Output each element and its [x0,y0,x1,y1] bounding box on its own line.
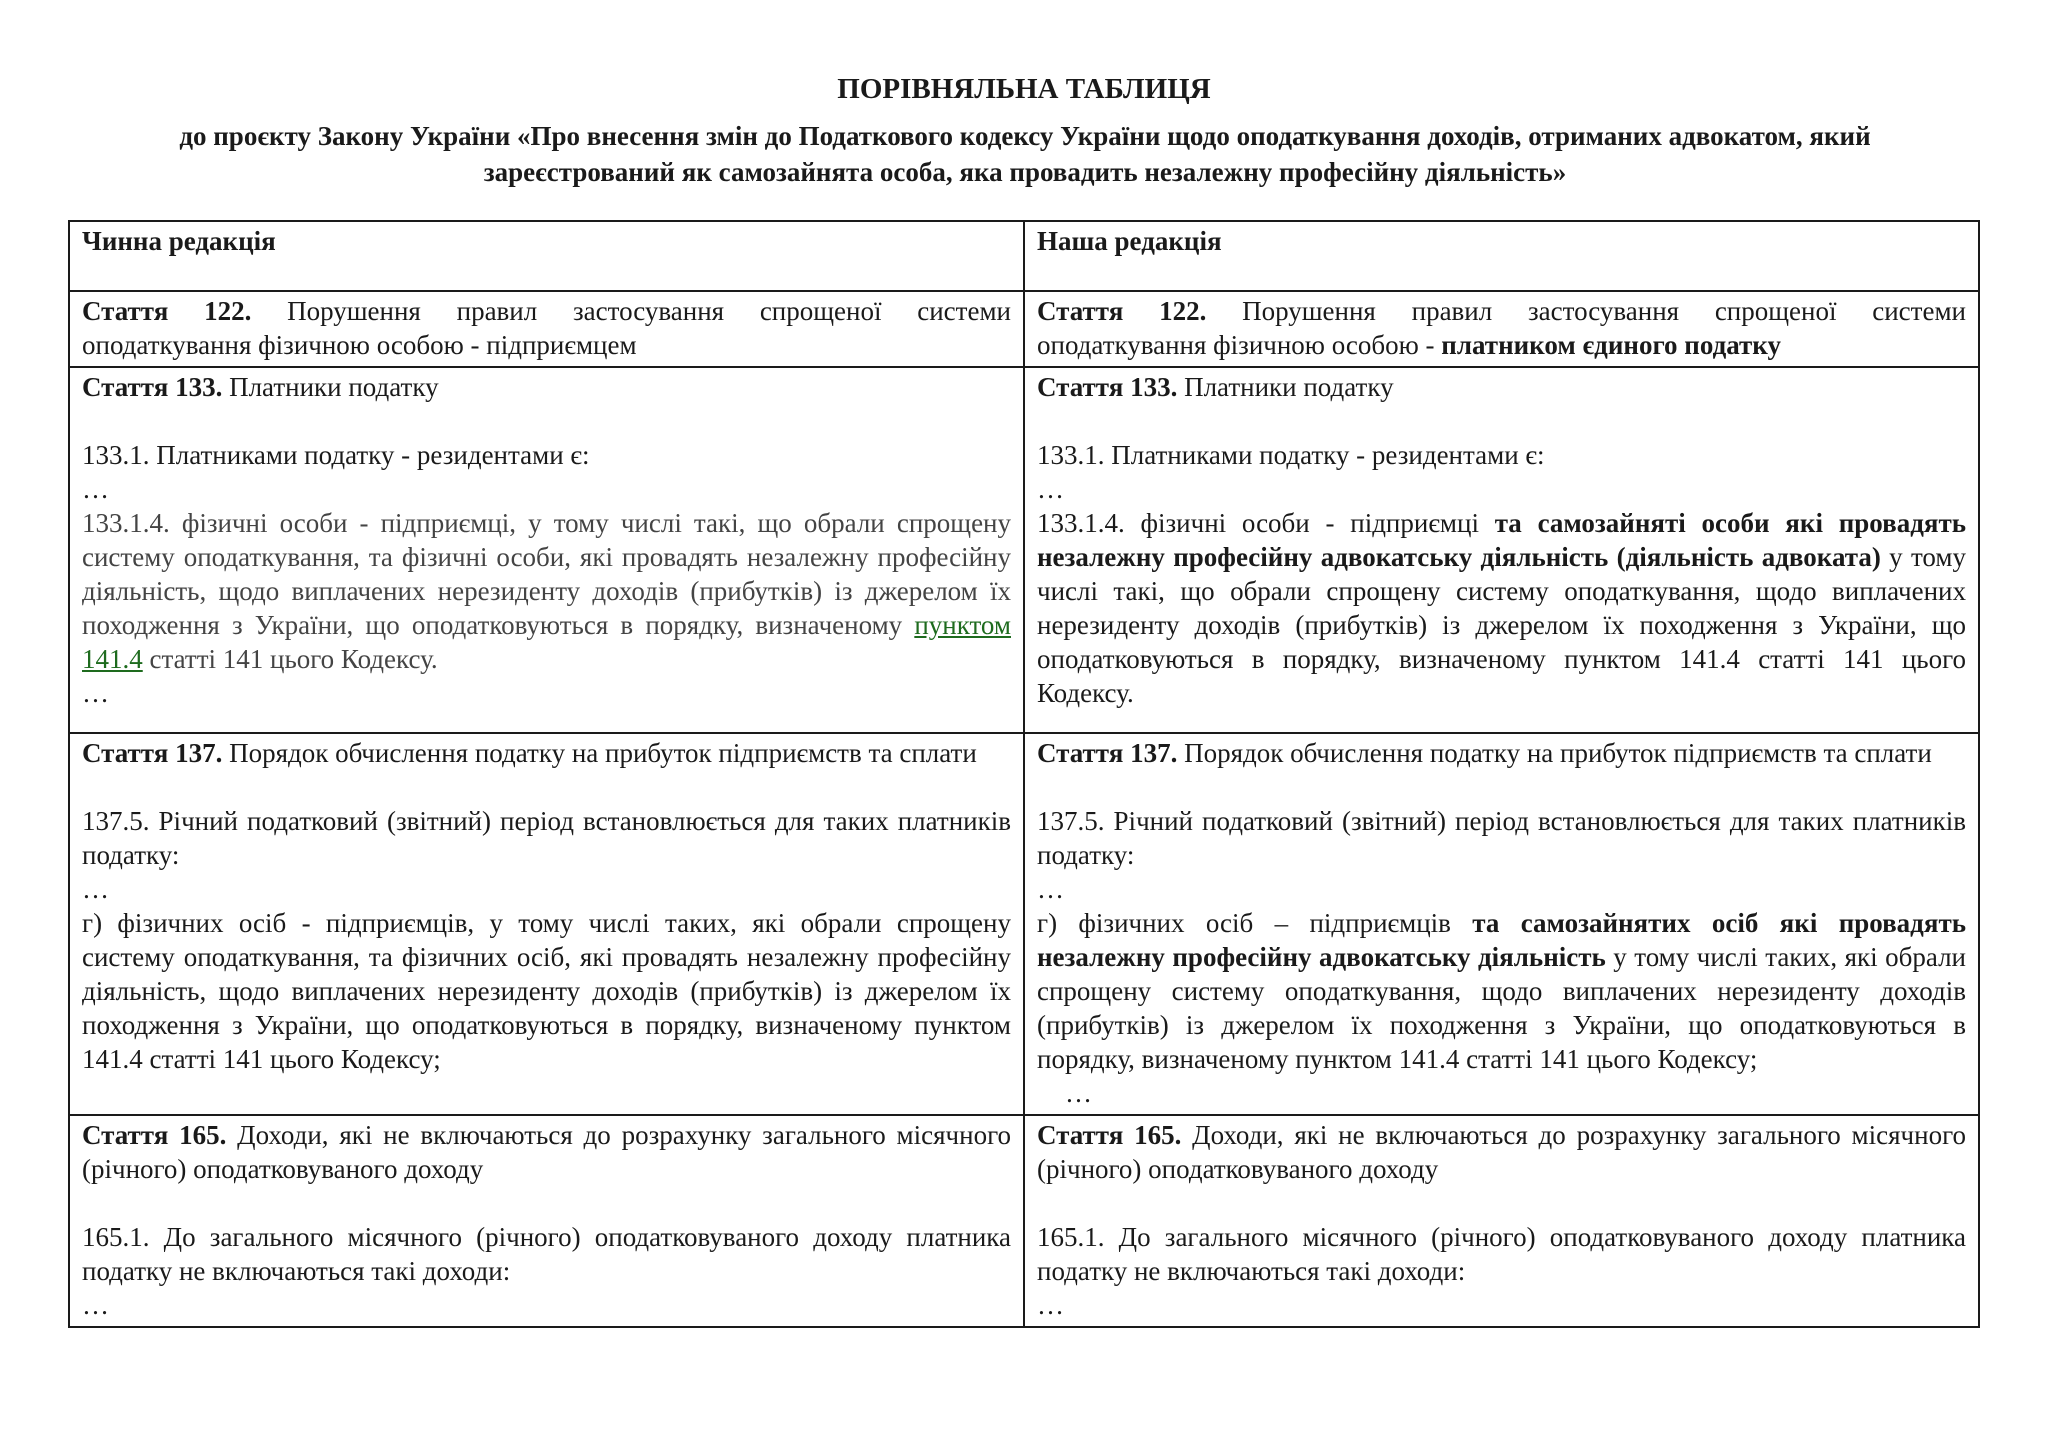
cell-proposed-122 [1024,291,1979,367]
paragraph: 165.1. До загального місячного (річного) оподатковуваного доходу платника податку не включаються такі доходи: [82,1222,1011,1286]
cell-current-133 [69,367,1024,733]
table-row-article-133 [69,367,1979,733]
paragraph-text: 133.1.4. фізичні особи - підприємці [1037,508,1495,538]
paragraph: 137.5. Річний податковий (звітний) період встановлюється для таких платників податку: [1037,806,1966,870]
comparison-table [68,220,1980,1328]
ellipsis: … [82,678,109,708]
article-heading: Стаття 122. [1037,296,1207,326]
ellipsis: … [1037,474,1064,504]
cell-proposed-133 [1024,367,1979,733]
article-title: Доходи, які не включаються до розрахунку загального місячного (річного) оподатковуваного доходу [1037,1120,1966,1184]
reference-link[interactable]: пунктом 141.4 [82,610,1011,674]
document-title: ПОРІВНЯЛЬНА ТАБЛИЦЯ [837,73,1211,105]
cell-proposed-137 [1024,733,1979,1115]
table-row-article-137 [69,733,1979,1115]
article-heading: Стаття 133. [1037,372,1178,402]
paragraph: 133.1. Платниками податку - резидентами є: [82,440,590,470]
column-header-current: Чинна редакція [69,221,1024,291]
article-title: Платники податку [222,372,439,402]
paragraph-text: г) фізичних осіб – підприємців [1037,908,1473,938]
paragraph-text: у тому числі такі, що обрали спрощену систему оподаткування, щодо виплачених нерезиденту доходів (прибутків) із джерелом їх походження з України, що оподатковуються в порядку, визначеному пунктом 141.4 статті 141 цього Кодексу. [1037,542,1967,708]
ellipsis: … [82,874,109,904]
article-heading: Стаття 165. [1037,1120,1182,1150]
ellipsis: … [1037,1290,1064,1320]
article-title: Порушення правил застосування спрощеної системи оподаткування фізичною особою - підприємцем [82,296,1011,360]
article-title: Порядок обчислення податку на прибуток підприємств та сплати [1177,738,1932,768]
table-header-row [69,221,1979,291]
ellipsis: … [82,1290,109,1320]
article-title: Порядок обчислення податку на прибуток підприємств та сплати [222,738,977,768]
article-title: Порушення правил застосування спрощеної системи оподаткування фізичною особою - [1037,296,1966,360]
article-heading: Стаття 133. [82,372,223,402]
cell-proposed-165 [1024,1115,1979,1327]
table-row-article-165 [69,1115,1979,1327]
article-title: Доходи, які не включаються до розрахунку загального місячного (річного) оподатковуваного доходу [82,1120,1011,1184]
ellipsis: … [1037,874,1064,904]
article-heading: Стаття 122. [82,296,252,326]
amended-text: та самозайнятих осіб які провадять незалежну професійну адвокатську діяльність [1037,908,1966,972]
amended-text: платником єдиного податку [1441,330,1781,360]
article-title: Платники податку [1177,372,1394,402]
paragraph: г) фізичних осіб - підприємців, у тому числі таких, які обрали спрощену систему оподаткування, та фізичних осіб, які провадять незалежну професійну діяльність, щодо виплачених нерезиденту доходів (прибутків) із джерелом їх походження з України, що оподатковуються в порядку, визначеному пунктом 141.4 статті 141 цього Кодексу; [82,908,1011,1074]
amended-text: та самозайняті особи які провадять незалежну професійну адвокатську діяльність (діяльність адвоката) [1037,508,1967,572]
document-subtitle: до проєкту Закону України «Про внесення змін до Податкового кодексу України щодо оподаткування доходів, отриманих адвокатом, який зареєстрований як самозайнята особа, яка провадить незалежну професійну діяльність» [179,121,1871,187]
ellipsis: … [1065,1078,1092,1108]
paragraph: 137.5. Річний податковий (звітний) період встановлюється для таких платників податку: [82,806,1011,870]
paragraph-text: 133.1.4. фізичні особи - підприємці, у тому числі такі, що обрали спрощену систему оподаткування, та фізичні особи, які провадять незалежну професійну діяльність, щодо виплачених нерезиденту доходів (прибутків) із джерелом їх походження з України, що оподатковуються в порядку, визначеному [82,508,1011,640]
article-heading: Стаття 137. [1037,738,1178,768]
paragraph: 133.1. Платниками податку - резидентами є: [1037,440,1545,470]
article-heading: Стаття 165. [82,1120,227,1150]
paragraph-text: у тому числі таких, які обрали спрощену систему оподаткування, щодо виплачених нерезиденту доходів (прибутків) із джерелом їх походження з України, що оподатковуються в порядку, визначеному пунктом 141.4 статті 141 цього Кодексу; [1037,942,1966,1074]
cell-current-122 [69,291,1024,367]
paragraph: 165.1. До загального місячного (річного) оподатковуваного доходу платника податку не включаються такі доходи: [1037,1222,1966,1286]
cell-current-137 [69,733,1024,1115]
cell-current-165 [69,1115,1024,1327]
column-header-proposed: Наша редакція [1024,221,1979,291]
ellipsis: … [82,474,109,504]
article-heading: Стаття 137. [82,738,223,768]
table-row-article-122 [69,291,1979,367]
paragraph-text: статті 141 цього Кодексу. [142,644,438,674]
